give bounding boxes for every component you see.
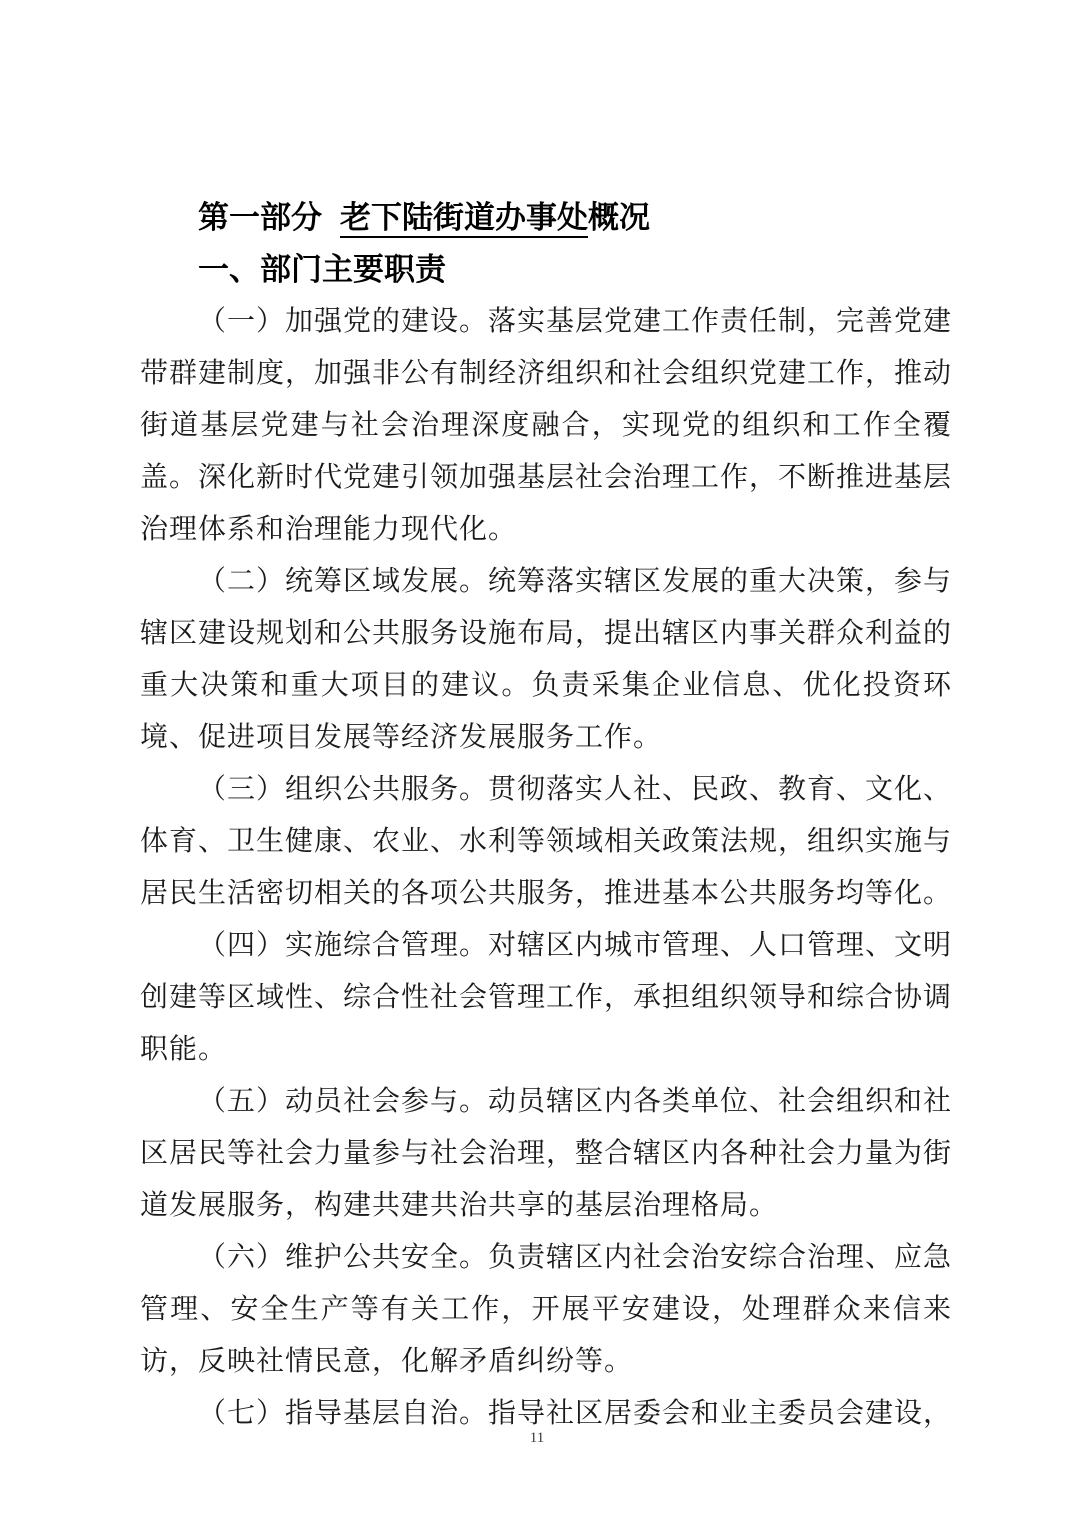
paragraph-3: （三）组织公共服务。贯彻落实人社、民政、教育、文化、体育、卫生健康、农业、水利等领域相关政策法规，组织实施与居民生活密切相关的各项公共服务，推进基本公共服务均等化。 — [140, 774, 953, 909]
paragraph-5: （五）动员社会参与。动员辖区内各类单位、社会组织和社区居民等社会力量参与社会治理，整合辖区内各种社会力量为街道发展服务，构建共建共治共享的基层治理格局。 — [140, 1086, 953, 1221]
paragraph-7: （七）指导基层自治。指导社区居委会和业主委员会建设， — [198, 1398, 953, 1429]
paragraph-1: （一）加强党的建设。落实基层党建工作责任制，完善党建带群建制度，加强非公有制经济组织和社会组织党建工作，推动街道基层党建与社会治理深度融合，实现党的组织和工作全覆盖。深化新时代党建引领加强基层社会治理工作，不断推进基层治理体系和治理能力现代化。 — [140, 306, 953, 545]
paragraph-2: （二）统筹区域发展。统筹落实辖区发展的重大决策，参与辖区建设规划和公共服务设施布局，提出辖区内事关群众利益的重大决策和重大项目的建议。负责采集企业信息、优化投资环境、促进项目发展等经济发展服务工作。 — [140, 566, 953, 753]
paragraph-6: （六）维护公共安全。负责辖区内社会治安综合治理、应急管理、安全生产等有关工作，开展平安建设，处理群众来信来访，反映社情民意，化解矛盾纠纷等。 — [140, 1242, 953, 1377]
title-underlined-text: 老下陆街道办事处 — [340, 200, 588, 238]
title-suffix: 概况 — [588, 200, 650, 235]
section-heading: 一、部门主要职责 — [198, 252, 446, 287]
paragraph-4: （四）实施综合管理。对辖区内城市管理、人口管理、文明创建等区域性、综合性社会管理工作，承担组织领导和综合协调职能。 — [140, 930, 953, 1065]
page-title — [140, 192, 952, 244]
document-content — [140, 192, 952, 1440]
page-number: 11 — [529, 1430, 545, 1446]
title-part-label: 第一部分 — [198, 200, 322, 235]
